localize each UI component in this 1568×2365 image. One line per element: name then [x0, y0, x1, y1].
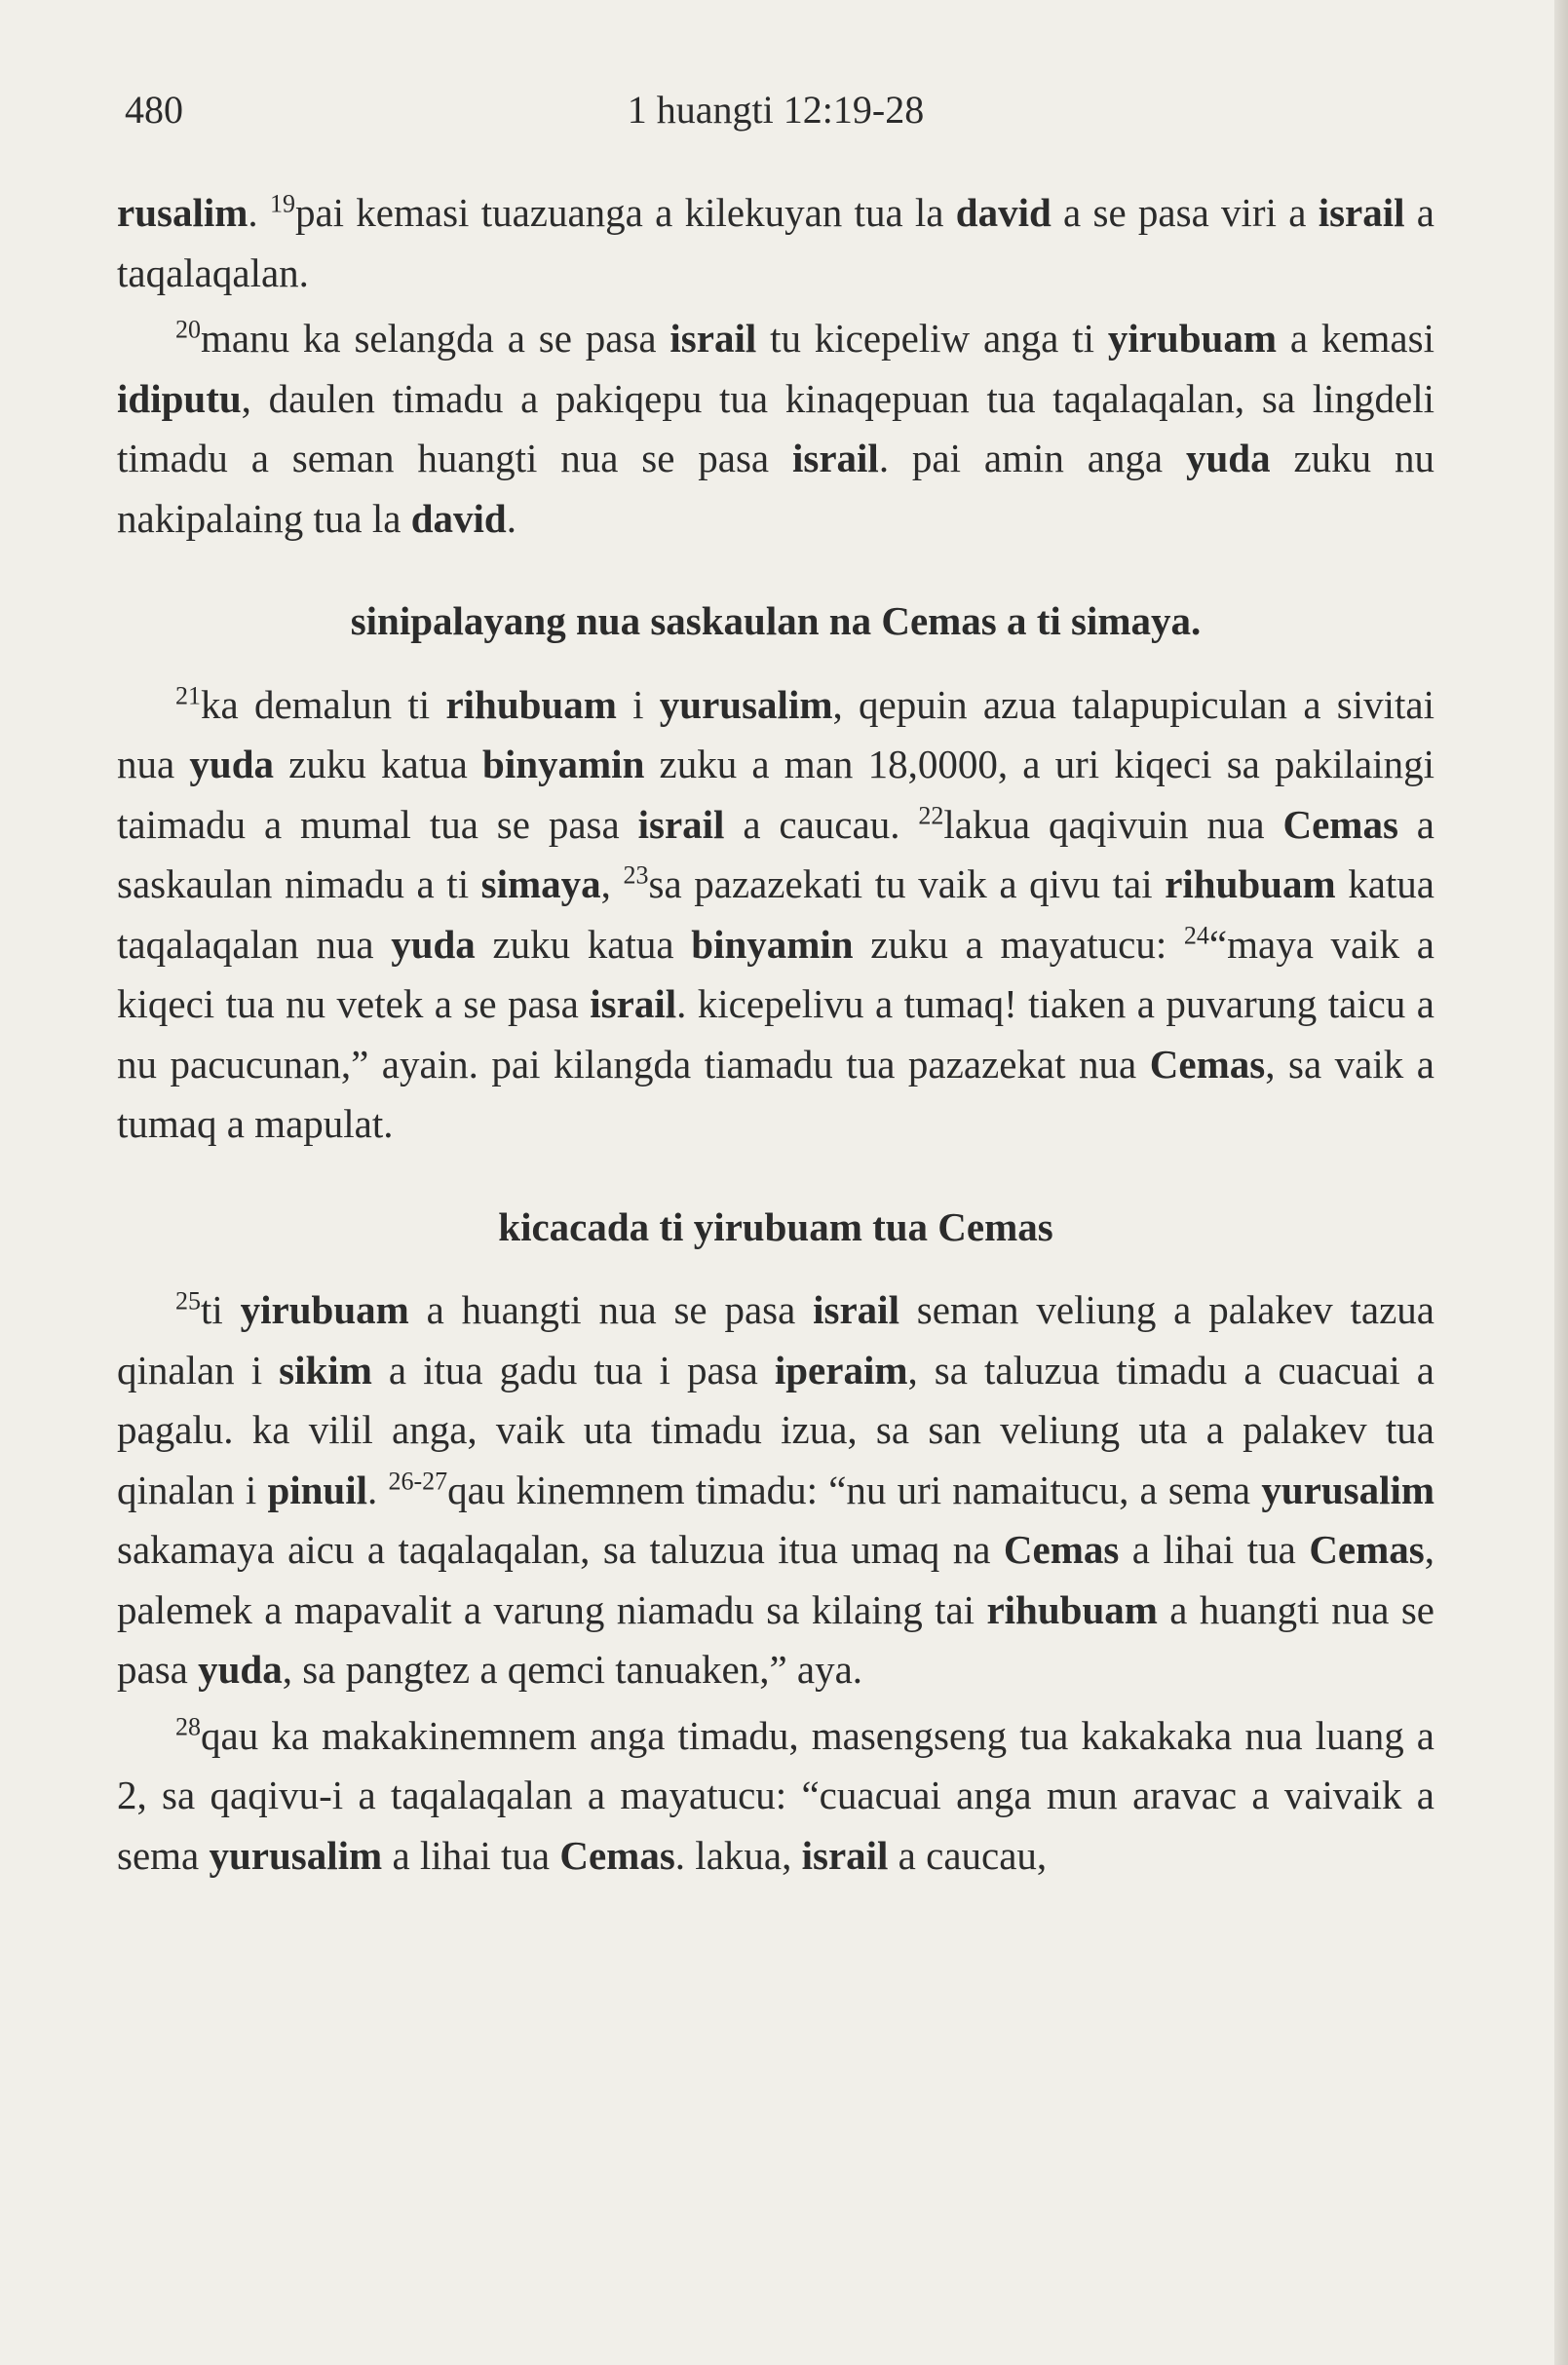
verse-number: 28	[175, 1711, 201, 1740]
paragraph	[117, 183, 1434, 303]
bold-term: Cemas	[559, 1832, 675, 1878]
bold-term: israil	[801, 1832, 889, 1878]
text-run: , qepuin azua talapupiculan a sivitai nua	[117, 681, 1434, 786]
verse-number: 25	[175, 1286, 201, 1316]
running-head	[117, 76, 1434, 144]
bold-term: rihubuam	[1165, 861, 1336, 906]
section-heading: kicacada ti yirubuam tua Cemas	[498, 1203, 1053, 1249]
bold-term: rihubuam	[445, 681, 617, 727]
text-run: a se pasa viri a	[1051, 190, 1319, 235]
paragraph	[117, 309, 1434, 549]
text-run: . pai amin anga	[878, 436, 1186, 480]
page-edge	[1554, 0, 1568, 2365]
book-reference: 1 huangti 12:19-28	[627, 88, 925, 132]
text-run: ti	[201, 1287, 241, 1332]
verse-number: 26-27	[388, 1466, 448, 1495]
text-run: .	[367, 1467, 389, 1512]
text-run: , sa pangtez a qemci tanuaken,” aya.	[282, 1647, 863, 1692]
text-run: sakamaya aicu a taqalaqalan, sa taluzua itua umaq na	[117, 1527, 1004, 1572]
bold-term: rusalim	[117, 190, 249, 235]
text-run: , sa vaik a tumaq a mapulat.	[117, 1041, 1434, 1146]
bold-term: Cemas	[1149, 1041, 1266, 1087]
text-run: a taqalaqalan.	[117, 190, 1434, 295]
book-page	[117, 76, 1434, 1886]
text-run: .	[248, 190, 270, 235]
text-run: , palemek a mapavalit a varung niamadu sa kilaing tai	[117, 1527, 1434, 1632]
page-number: 480	[125, 88, 183, 132]
text-run: manu ka selangda a se pasa	[201, 316, 670, 361]
bold-term: binyamin	[691, 921, 854, 967]
text-run: , daulen timadu a pakiqepu tua kinaqepuan tua taqalaqalan, sa lingdeli timadu a seman huangti nua se pasa	[117, 375, 1434, 480]
bold-term: yuda	[391, 921, 476, 967]
bold-term: israil	[1318, 190, 1405, 235]
paragraph	[117, 1706, 1434, 1887]
text-run: zuku a man 18,0000, a uri kiqeci sa pakilaingi taimadu a mumal tua se pasa	[117, 742, 1435, 847]
bold-term: pinuil	[267, 1467, 368, 1512]
verse-number: 19	[269, 189, 295, 218]
text-run: a huangti nua se pasa	[117, 1586, 1435, 1692]
text-run: a kemasi	[1276, 316, 1434, 361]
text-run: “maya vaik a kiqeci tua nu vetek a se pasa	[117, 921, 1434, 1026]
verse-number: 20	[175, 315, 201, 344]
text-run: zuku katua	[274, 742, 483, 786]
text-run: . lakua,	[674, 1832, 802, 1878]
text-run: zuku katua	[475, 921, 692, 967]
bold-term: rihubuam	[986, 1586, 1158, 1632]
bold-term: yirubuam	[1107, 316, 1277, 361]
text-run: seman veliung a palakev tazua qinalan i	[117, 1287, 1434, 1392]
text-run: sa pazazekati tu vaik a qivu tai	[648, 861, 1166, 906]
bold-term: israil	[590, 981, 677, 1026]
verse-number: 22	[918, 800, 944, 829]
bold-term: yurusalim	[659, 681, 833, 727]
text-run: ,	[600, 861, 624, 906]
text-run: a lihai tua	[382, 1832, 560, 1878]
bold-term: yurusalim	[209, 1832, 383, 1878]
body-text	[117, 183, 1434, 1886]
bold-term: yurusalim	[1261, 1467, 1435, 1512]
bold-term: Cemas	[1003, 1527, 1120, 1572]
verse-number: 21	[175, 680, 201, 709]
text-run: ka demalun ti	[201, 681, 446, 727]
text-run: i	[616, 681, 660, 727]
bold-term: simaya	[480, 861, 601, 906]
verse-number: 24	[1183, 920, 1209, 949]
bold-term: iperaim	[774, 1347, 908, 1392]
bold-term: israil	[637, 801, 725, 847]
bold-term: sikim	[279, 1347, 372, 1392]
bold-term: Cemas	[1282, 801, 1398, 847]
section-heading: sinipalayang nua saskaulan na Cemas a ti simaya.	[350, 598, 1202, 643]
bold-term: israil	[813, 1287, 899, 1332]
paragraph	[117, 675, 1434, 1155]
text-run: tu kicepeliw anga ti	[756, 316, 1108, 361]
text-run: pai kemasi tuazuanga a kilekuyan tua la	[294, 190, 956, 235]
bold-term: david	[410, 495, 507, 541]
text-run: , sa taluzua timadu a cuacuai a pagalu. ka vilil anga, vaik uta timadu izua, sa san veliung uta a palakev tua qinalan i	[117, 1347, 1434, 1512]
bold-term: david	[955, 190, 1052, 235]
text-run: a huangti nua se pasa	[408, 1287, 814, 1332]
text-run: lakua qaqivuin nua	[943, 801, 1283, 847]
verse-number: 23	[623, 860, 649, 890]
text-run: a lihai tua	[1119, 1527, 1310, 1572]
bold-term: yuda	[198, 1647, 283, 1692]
text-run: zuku nu nakipalaing tua la	[117, 436, 1435, 541]
text-run: a caucau,	[888, 1832, 1048, 1878]
bold-term: yirubuam	[240, 1287, 409, 1332]
text-run: qau ka makakinemnem anga timadu, masengseng tua kakakaka nua luang a 2, sa qaqivu-i a taqalaqalan a mayatucu: “cuacuai anga mun aravac a vaivaik a sema	[117, 1712, 1434, 1878]
bold-term: israil	[669, 316, 757, 361]
bold-term: binyamin	[482, 742, 645, 786]
text-run: katua taqalaqalan nua	[117, 861, 1435, 967]
bold-term: yuda	[189, 742, 274, 786]
text-run: .	[506, 495, 516, 541]
bold-term: yuda	[1185, 436, 1271, 480]
text-run: a itua gadu tua i pasa	[371, 1347, 775, 1392]
bold-term: israil	[792, 436, 879, 480]
bold-term: idiputu	[117, 375, 242, 421]
text-run: . kicepelivu a tumaq! tiaken a puvarung taicu a nu pacucunan,” ayain. pai kilangda tiamadu tua pazazekat nua	[117, 981, 1435, 1087]
text-run: qau kinemnem timadu: “nu uri namaitucu, a sema	[447, 1467, 1262, 1512]
text-run: a saskaulan nimadu a ti	[117, 801, 1434, 906]
text-run: a caucau.	[724, 801, 919, 847]
text-run: zuku a mayatucu:	[853, 921, 1184, 967]
bold-term: Cemas	[1309, 1527, 1425, 1572]
paragraph	[117, 1280, 1434, 1700]
